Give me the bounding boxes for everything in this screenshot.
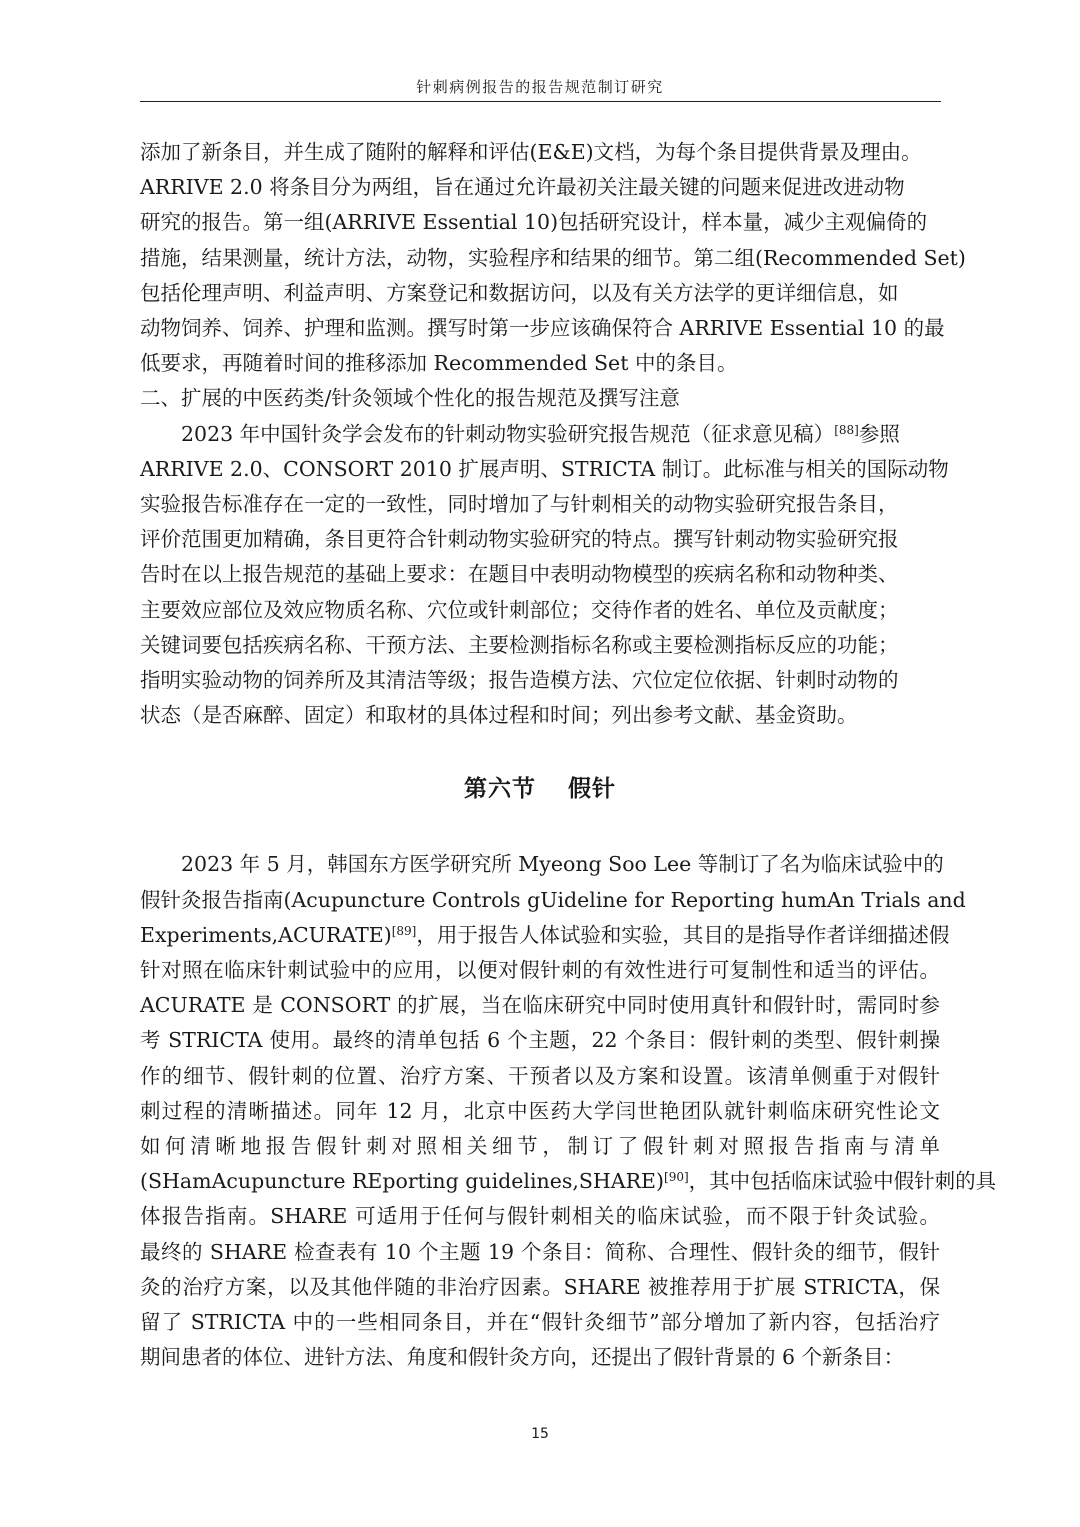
text-line: 作的细节、假针刺的位置、治疗方案、干预者以及方案和设置。该清单侧重于对假针 <box>140 1063 940 1088</box>
citation-ref: [89] <box>391 923 417 938</box>
text-run: ，其中包括临床试验中假针刺的具 <box>688 1169 997 1194</box>
text-line: 低要求，再随着时间的推移添加 Recommended Set 中的条目。 <box>140 351 738 376</box>
paragraph-arrive <box>140 135 966 381</box>
section-name: 假针 <box>568 775 616 803</box>
text-run: 参照 <box>858 421 900 446</box>
text-run: 2023 年中国针灸学会发布的针刺动物实验研究报告规范（征求意见稿） <box>181 421 835 446</box>
text-line: 假针灸报告指南(Acupuncture Controls gUideline for Reporting humAn Trials and <box>140 887 966 912</box>
section-title <box>140 769 940 809</box>
subheading-tcm-guidelines <box>140 381 940 416</box>
text-line: 实验报告标准存在一定的一致性，同时增加了与针刺相关的动物实验研究报告条目， <box>140 492 899 517</box>
citation-ref: [90] <box>664 1170 689 1185</box>
text-run: ，用于报告人体试验和实验，其目的是指导作者详细描述假 <box>416 922 950 947</box>
text-line: 指明实验动物的饲养所及其清洁等级；报告造模方法、穴位定位依据、针刺时动物的 <box>140 668 899 693</box>
page-body <box>140 135 997 1376</box>
text-run: (SHamAcupuncture REporting guidelines,SHARE) <box>140 1169 665 1194</box>
text-line <box>140 1164 997 1199</box>
page-number: 15 <box>531 1426 549 1442</box>
text-line: 二、扩展的中医药类/针灸领域个性化的报告规范及撰写注意 <box>140 386 680 411</box>
text-line: 2023 年 5 月，韩国东方医学研究所 Myeong Soo Lee 等制订了名为临床试验中的 <box>181 852 944 877</box>
text-line: 告时在以上报告规范的基础上要求：在题目中表明动物模型的疾病名称和动物种类、 <box>140 562 899 587</box>
text-line <box>140 417 940 452</box>
text-line: 措施，结果测量，统计方法，动物，实验程序和结果的细节。第二组(Recommended Set) <box>140 245 966 270</box>
text-line: 灸的治疗方案，以及其他伴随的非治疗因素。SHARE 被推荐用于扩展 STRICTA，保 <box>140 1274 940 1299</box>
text-line: 刺过程的清晰描述。同年 12 月，北京中医药大学闫世艳团队就针刺临床研究性论文 <box>140 1098 940 1123</box>
text-line: 评价范围更加精确，条目更符合针刺动物实验研究的特点。撰写针刺动物实验研究报 <box>140 527 899 552</box>
text-line: 包括伦理声明、利益声明、方案登记和数据访问，以及有关方法学的更详细信息，如 <box>140 280 899 305</box>
text-line: 如何清晰地报告假针刺对照相关细节，制订了假针刺对照报告指南与清单 <box>140 1134 940 1159</box>
citation-ref: [88] <box>834 422 859 437</box>
text-line: 考 STRICTA 使用。最终的清单包括 6 个主题，22 个条目：假针刺的类型、假针刺操 <box>140 1028 940 1053</box>
text-run: Experiments,ACURATE) <box>140 922 392 947</box>
text-line: 针对照在临床针刺试验中的应用，以便对假针刺的有效性进行可复制性和适当的评估。 <box>140 958 940 983</box>
text-line: 研究的报告。第一组(ARRIVE Essential 10)包括研究设计，样本量，减少主观偏倚的 <box>140 210 928 235</box>
text-line: 关键词要包括疾病名称、干预方法、主要检测指标名称或主要检测指标反应的功能； <box>140 632 899 657</box>
text-line: ARRIVE 2.0 将条目分为两组，旨在通过允许最初关注最关键的问题来促进改进动物 <box>140 175 905 200</box>
text-line: 添加了新条目，并生成了随附的解释和评估(E&E)文档，为每个条目提供背景及理由。 <box>140 140 922 164</box>
text-line: 状态（是否麻醉、固定）和取材的具体过程和时间；列出参考文献、基金资助。 <box>140 703 858 728</box>
text-line: 动物饲养、饲养、护理和监测。撰写时第一步应该确保符合 ARRIVE Essential 10 的最 <box>140 316 945 341</box>
text-line <box>140 918 950 953</box>
section-number: 第六节 <box>464 775 536 803</box>
text-line: ACURATE 是 CONSORT 的扩展，当在临床研究中同时使用真针和假针时，需同时参 <box>140 993 940 1018</box>
paragraph-sham-acupuncture <box>140 847 997 1375</box>
paragraph-acupuncture-animal <box>140 417 949 734</box>
running-header: 针刺病例报告的报告规范制订研究 <box>416 78 664 96</box>
text-line: 体报告指南。SHARE 可适用于任何与假针刺相关的临床试验，而不限于针灸试验。 <box>140 1204 940 1229</box>
text-line: 期间患者的体位、进针方法、角度和假针灸方向，还提出了假针背景的 6 个新条目： <box>140 1345 905 1370</box>
header-rule <box>140 101 941 102</box>
text-line: 留了 STRICTA 中的一些相同条目，并在“假针灸细节”部分增加了新内容，包括治疗 <box>140 1310 940 1335</box>
text-line: ARRIVE 2.0、CONSORT 2010 扩展声明、STRICTA 制订。此标准与相关的国际动物 <box>140 456 949 481</box>
text-line: 最终的 SHARE 检查表有 10 个主题 19 个条目：简称、合理性、假针灸的细节，假针 <box>140 1239 940 1264</box>
text-line: 主要效应部位及效应物质名称、穴位或针刺部位；交待作者的姓名、单位及贡献度； <box>140 597 899 622</box>
